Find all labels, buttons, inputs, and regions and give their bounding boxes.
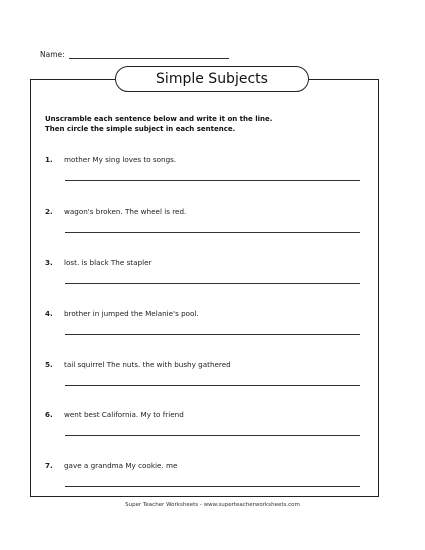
question-number: 5. [45, 360, 53, 369]
question-number: 4. [45, 309, 53, 318]
scrambled-sentence: tail squirrel The nuts. the with bushy gathered [64, 360, 231, 369]
answer-line[interactable] [65, 385, 360, 386]
title-text: Simple Subjects [156, 71, 268, 87]
question-number: 3. [45, 258, 53, 267]
name-blank-line[interactable] [69, 51, 229, 59]
question-number: 7. [45, 461, 53, 470]
scrambled-sentence: gave a grandma My cookie. me [64, 461, 178, 470]
scrambled-sentence: lost. is black The stapler [64, 258, 152, 267]
footer-credit: Super Teacher Worksheets - www.superteacherworksheets.com [125, 502, 300, 508]
scrambled-sentence: brother in jumped the Melanie's pool. [64, 309, 199, 318]
answer-line[interactable] [65, 435, 360, 436]
answer-line[interactable] [65, 486, 360, 487]
name-label: Name: [40, 50, 65, 59]
instructions-line-1: Unscramble each sentence below and write it on the line. [45, 115, 273, 123]
question-number: 1. [45, 155, 53, 164]
answer-line[interactable] [65, 180, 360, 181]
scrambled-sentence: mother My sing loves to songs. [64, 155, 177, 164]
scrambled-sentence: wagon's broken. The wheel is red. [64, 207, 187, 216]
answer-line[interactable] [65, 334, 360, 335]
question-number: 2. [45, 207, 53, 216]
scrambled-sentence: went best California. My to friend [64, 410, 184, 419]
instructions-line-2: Then circle the simple subject in each sentence. [45, 124, 236, 133]
worksheet-title [115, 66, 309, 92]
instructions [45, 115, 365, 134]
answer-line[interactable] [65, 283, 360, 284]
question-number: 6. [45, 410, 53, 419]
answer-line[interactable] [65, 232, 360, 233]
name-field-row [40, 50, 229, 59]
